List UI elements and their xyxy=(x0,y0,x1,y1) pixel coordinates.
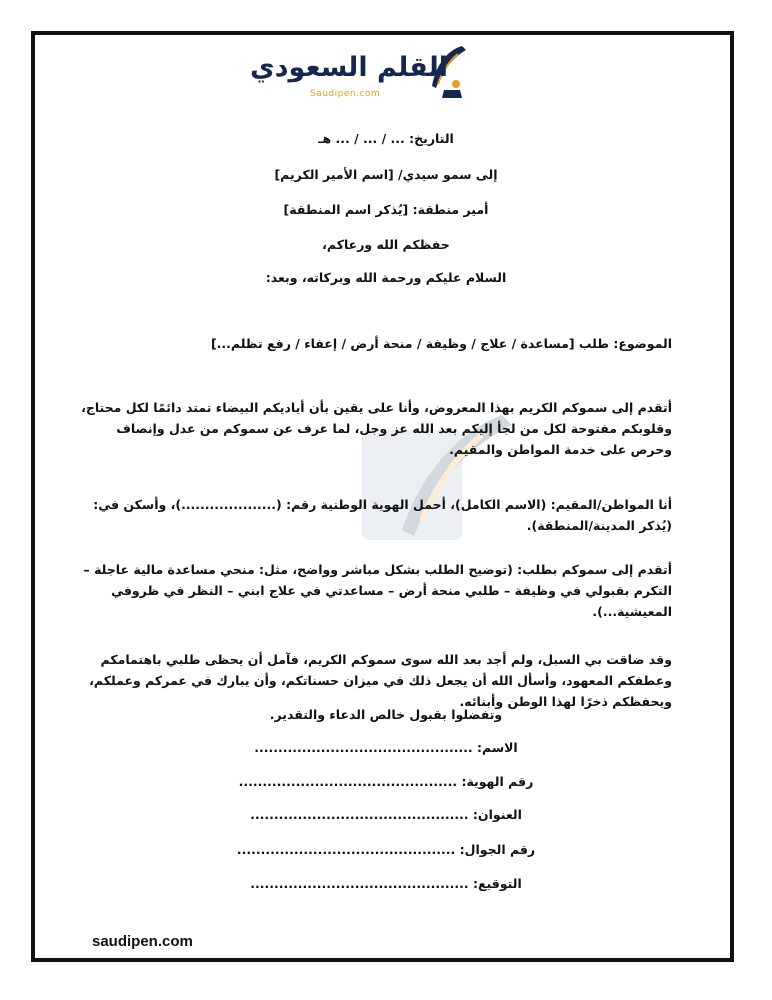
date-line: التاريخ: ... / ... / ... هـ xyxy=(318,131,454,146)
thanks-line: وتفضلوا بقبول خالص الدعاء والتقدير. xyxy=(269,707,503,722)
blessing-line: حفظكم الله ورعاكم، xyxy=(322,237,450,252)
region-line: أمير منطقة: [يُذكر اسم المنطقة] xyxy=(283,202,489,217)
identity-paragraph: أنا المواطن/المقيم: (الاسم الكامل)، أحمل الهوية الوطنية رقم: (....................)، وأسكن في: (يُذكر المدينة/المنطقة). xyxy=(93,497,672,533)
signature-field: التوقيع: .............................................. xyxy=(250,876,522,891)
request-paragraph: أتقدم إلى سموكم بطلب: (توضيح الطلب بشكل مباشر وواضح، مثل: منحي مساعدة مالية عاجلة – التكرم بقبولي في وظيفة – طلبي منحة أرض – مساعدتي في علاج ابني – النظر في ظروفي المعيشية...). xyxy=(83,562,672,619)
address-field: العنوان: .............................................. xyxy=(250,807,522,822)
footer-website[interactable]: saudipen.com xyxy=(92,933,193,950)
logo-english-text: Saudipen.com xyxy=(310,89,381,99)
mobile-field: رقم الجوال: .............................................. xyxy=(236,842,536,857)
intro-paragraph: أتقدم إلى سموكم الكريم بهذا المعروض، وأنا على يقين بأن أياديكم البيضاء تمتد دائمًا لكل محتاج، وقلوبكم مفتوحة لكل من لجأ إليكم بعد الله عز وجل، لما عرف عن سموكم من عدل وإنصاف وحرص على خدمة المواطن والمقيم. xyxy=(81,400,672,457)
closing-paragraph: وقد ضاقت بي السبل، ولم أجد بعد الله سوى سموكم الكريم، فآمل أن يحظى طلبي باهتمامكم وعطفكم المعهود، وأسأل الله أن يجعل ذلك في ميزان حسناتكم، وأن يبارك في عمركم وعملكم، ويحفظكم ذخرًا لهذا الوطن وأبنائه. xyxy=(89,652,672,709)
greeting-line: السلام عليكم ورحمة الله وبركاته، وبعد: xyxy=(265,270,507,285)
id-field: رقم الهوية: .............................................. xyxy=(238,774,534,789)
logo xyxy=(249,44,468,106)
logo-arabic-text: القلم السعودي xyxy=(249,52,448,83)
addressee-line: إلى سمو سيدي/ [اسم الأمير الكريم] xyxy=(274,167,498,182)
subject-line: الموضوع: طلب [مساعدة / علاج / وظيفة / منحة أرض / إعفاء / رفع تظلم...] xyxy=(210,336,672,351)
name-field: الاسم: .............................................. xyxy=(254,740,518,755)
